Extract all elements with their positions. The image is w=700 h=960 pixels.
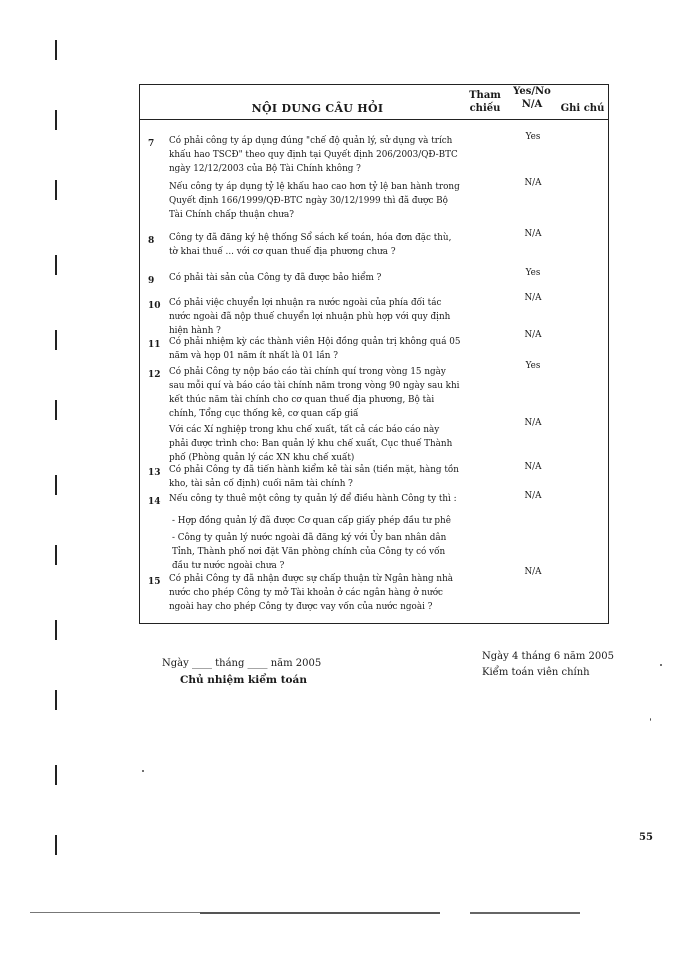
question-number: 13 <box>148 468 161 478</box>
header-yesno-line2: N/A <box>521 99 543 110</box>
binder-mark <box>55 765 57 785</box>
binder-mark <box>55 835 57 855</box>
header-divider <box>140 119 608 120</box>
question-text: Với các Xí nghiệp trong khu chế xuất, tất cả các báo cáo này phải được trình cho: Ban quản lý khu chế xuất, Cục thuế Thành phố (Phòng quản lý các XN khu chế xuất) <box>169 425 453 463</box>
question-text: - Hợp đồng quản lý đã được Cơ quan cấp giấy phép đầu tư phê <box>172 516 451 526</box>
signature-date-left: Ngày ____ tháng ____ năm 2005 <box>162 658 322 669</box>
answer-value: N/A <box>524 293 542 303</box>
answer-value: N/A <box>524 462 542 472</box>
binder-mark <box>55 40 57 60</box>
signature-title-left: Chủ nhiệm kiểm toán <box>180 674 307 686</box>
question-text: Có phải Công ty đã tiến hành kiểm kê tài sản (tiền mặt, hàng tồn kho, tài sản cố định) cuối năm tài chính ? <box>169 465 459 489</box>
question-number: 14 <box>148 497 161 507</box>
answer-value: N/A <box>524 418 542 428</box>
page-number: 55 <box>639 832 653 843</box>
answer-value: N/A <box>524 567 542 577</box>
header-note: Ghi chú <box>560 103 605 114</box>
question-number: 11 <box>148 340 161 350</box>
question-text: Có phải Công ty đã nhận được sự chấp thuận từ Ngân hàng nhà nước cho phép Công ty mở Tài khoản ở các ngân hàng ở nước ngoài hay cho phép Công ty được vay vốn của nước ngoài ? <box>169 574 453 612</box>
answer-value: Yes <box>525 268 541 278</box>
question-text: Có phải việc chuyển lợi nhuận ra nước ngoài của phía đối tác nước ngoài đã nộp thuế chuyển lợi nhuận phù hợp với quy định hiện hành ? <box>169 298 451 336</box>
answer-value: N/A <box>524 491 542 501</box>
question-text: Có phải nhiệm kỳ các thành viên Hội đồng quản trị không quá 05 năm và họp 01 năm ít nhất là 01 lần ? <box>169 337 461 361</box>
answer-value: N/A <box>524 330 542 340</box>
binder-mark <box>55 330 57 350</box>
header-reference <box>465 89 505 115</box>
header-yesno-line1: Yes/No <box>513 86 551 97</box>
question-number: 15 <box>148 577 161 587</box>
scan-speck <box>660 664 662 666</box>
question-text: Công ty đã đăng ký hệ thống Sổ sách kế toán, hóa đơn đặc thù, tờ khai thuế ... với cơ quan thuế địa phương chưa ? <box>169 233 452 257</box>
question-text: - Công ty quản lý nước ngoài đã đăng ký với Ủy ban nhân dân Tỉnh, Thành phố nơi đặt Văn phòng chính của Công ty có vốn đầu tư nước ngoài chưa ? <box>172 533 447 571</box>
header-reference-line1: Tham <box>469 90 501 101</box>
binder-mark <box>55 545 57 565</box>
signature-title-right: Kiểm toán viên chính <box>482 667 590 678</box>
scan-edge-line <box>30 912 200 913</box>
header-reference-line2: chiếu <box>469 103 501 114</box>
question-number: 10 <box>148 301 161 311</box>
question-text: Có phải Công ty nộp báo cáo tài chính quí trong vòng 15 ngày sau mỗi quí và báo cáo tài chính năm trong vòng 90 ngày sau khi kết thúc năm tài chính cho cơ quan thuế địa phương, Bộ tài chính, Tổng cục thống kê, cơ quan cấp giấ <box>169 367 460 419</box>
scan-edge-line <box>470 912 580 914</box>
binder-mark <box>55 400 57 420</box>
header-content: NỘI DUNG CÂU HỎI <box>251 102 384 115</box>
question-text: Nếu công ty áp dụng tỷ lệ khấu hao cao hơn tỷ lệ ban hành trong Quyết định 166/1999/QĐ-BTC ngày 30/12/1999 thì đã được Bộ Tài Chính chấp thuận chưa? <box>169 182 460 220</box>
answer-value: Yes <box>525 361 541 371</box>
binder-mark <box>55 690 57 710</box>
signature-date-right: Ngày 4 tháng 6 năm 2005 <box>482 651 614 662</box>
binder-mark <box>55 180 57 200</box>
question-number: 12 <box>148 370 161 380</box>
answer-value: N/A <box>524 229 542 239</box>
answer-value: Yes <box>525 132 541 142</box>
scan-speck <box>650 718 651 721</box>
binder-mark <box>55 620 57 640</box>
answer-value: N/A <box>524 178 542 188</box>
binder-mark <box>55 110 57 130</box>
question-number: 8 <box>148 236 155 246</box>
question-text: Có phải công ty áp dụng đúng "chế độ quản lý, sử dụng và trích khấu hao TSCĐ" theo quy định tại Quyết định 206/2003/QĐ-BTC ngày 12/12/2003 của Bộ Tài Chính không ? <box>169 136 458 174</box>
binder-mark <box>55 475 57 495</box>
question-text: Nếu công ty thuê một công ty quản lý để điều hành Công ty thì : <box>169 494 457 504</box>
scan-edge-line <box>200 912 440 914</box>
question-text: Có phải tài sản của Công ty đã được bảo hiểm ? <box>169 273 382 283</box>
question-number: 9 <box>148 276 155 286</box>
question-number: 7 <box>148 139 155 149</box>
binder-mark <box>55 255 57 275</box>
scan-speck <box>142 770 144 772</box>
header-yesno <box>512 85 552 111</box>
